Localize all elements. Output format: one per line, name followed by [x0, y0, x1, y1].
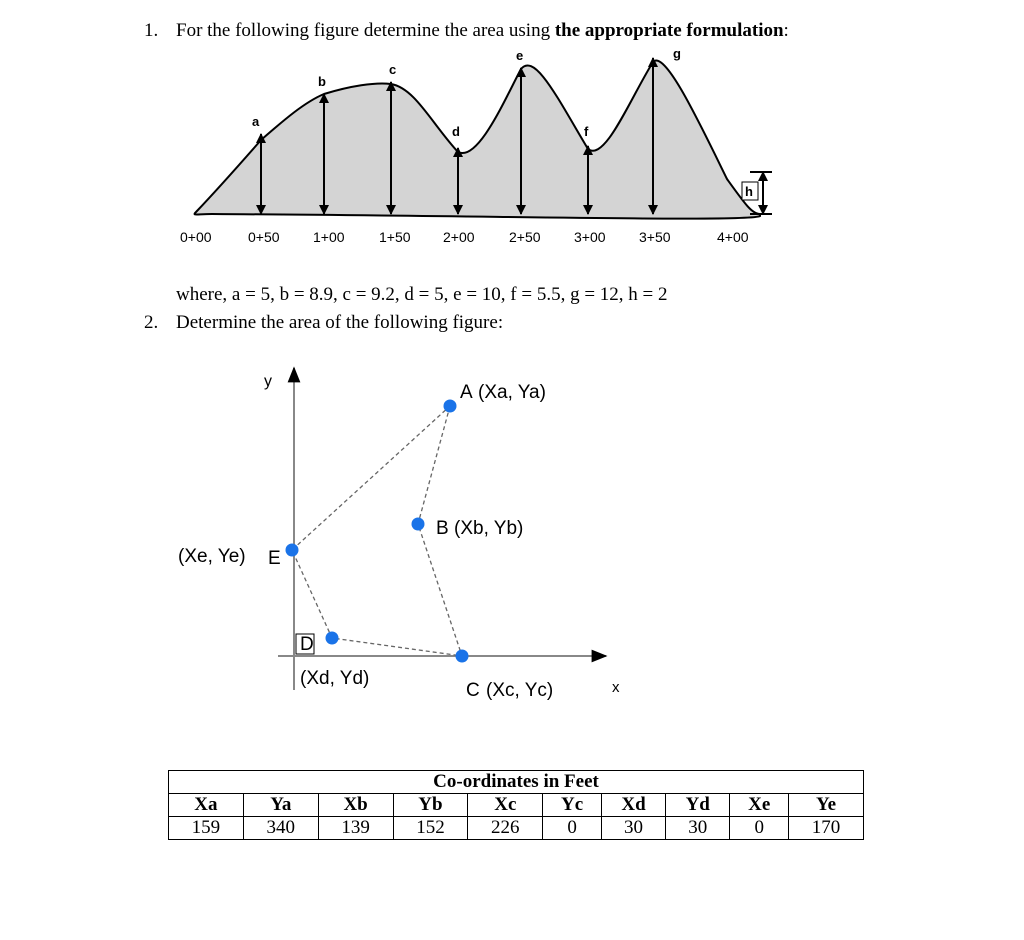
- header-cell-yb: Yb: [393, 794, 468, 817]
- header-cell-xe: Xe: [730, 794, 789, 817]
- label-d: d: [452, 124, 460, 139]
- point-d-letter: D: [300, 634, 314, 655]
- station-0: 0+00: [180, 229, 212, 245]
- point-c-marker: [456, 650, 469, 663]
- point-b-label: (Xb, Yb): [454, 518, 524, 539]
- value-cell-xb: 139: [318, 817, 393, 840]
- value-cell-ya: 340: [243, 817, 318, 840]
- point-a-label: (Xa, Ya): [478, 382, 546, 403]
- station-3: 1+50: [379, 229, 411, 245]
- value-cell-xa: 159: [169, 817, 244, 840]
- table-caption: Co-ordinates in Feet: [169, 771, 864, 794]
- header-cell-ye: Ye: [789, 794, 864, 817]
- point-e-letter: E: [268, 548, 281, 569]
- station-1: 0+50: [248, 229, 280, 245]
- question-1-colon: :: [783, 20, 789, 41]
- x-axis-label: x: [612, 679, 620, 696]
- coordinates-table: [168, 770, 864, 840]
- question-1: [144, 20, 789, 42]
- header-cell-ya: Ya: [243, 794, 318, 817]
- question-2: [144, 312, 503, 334]
- header-cell-xc: Xc: [468, 794, 543, 817]
- value-cell-xe: 0: [730, 817, 789, 840]
- point-e-marker: [286, 544, 299, 557]
- value-cell-ye: 170: [789, 817, 864, 840]
- label-e: e: [516, 48, 524, 63]
- point-d-marker: [326, 632, 339, 645]
- question-1-number: 1.: [144, 20, 159, 41]
- station-6: 3+00: [574, 229, 606, 245]
- label-h: h: [745, 184, 753, 199]
- header-cell-yd: Yd: [666, 794, 730, 817]
- value-cell-xc: 226: [468, 817, 543, 840]
- table-caption-row: [169, 771, 864, 794]
- question-1-bold-text: the appropriate formulation: [554, 20, 784, 41]
- question-2-text: Determine the area of the following figure:: [176, 312, 504, 333]
- label-c: c: [389, 62, 397, 77]
- header-cell-yc: Yc: [543, 794, 602, 817]
- point-e-label: (Xe, Ye): [178, 546, 246, 567]
- header-cell-xd: Xd: [601, 794, 665, 817]
- q1-given-values: where, a = 5, b = 8.9, c = 9.2, d = 5, e = 10, f = 5.5, g = 12, h = 2: [176, 284, 668, 305]
- point-c-label: (Xc, Yc): [486, 680, 554, 701]
- coordinate-polygon-figure: [160, 356, 640, 716]
- point-b-letter: B: [436, 518, 449, 539]
- label-g: g: [673, 46, 681, 61]
- point-c-letter: C: [466, 680, 480, 701]
- value-cell-yc: 0: [543, 817, 602, 840]
- point-a-marker: [444, 400, 457, 413]
- header-cell-xa: Xa: [169, 794, 244, 817]
- value-cell-yb: 152: [393, 817, 468, 840]
- station-5: 2+50: [509, 229, 541, 245]
- point-b-marker: [412, 518, 425, 531]
- label-a: a: [252, 114, 260, 129]
- question-1-text: For the following figure determine the area using: [176, 20, 555, 41]
- y-axis-label: y: [264, 373, 272, 390]
- station-7: 3+50: [639, 229, 671, 245]
- label-b: b: [318, 74, 326, 89]
- station-8: 4+00: [717, 229, 749, 245]
- station-4: 2+00: [443, 229, 475, 245]
- offset-profile-figure: [160, 44, 800, 264]
- question-2-number: 2.: [144, 312, 159, 333]
- profile-shape: [195, 61, 760, 219]
- value-cell-yd: 30: [666, 817, 730, 840]
- label-f: f: [584, 124, 589, 139]
- table-value-row: [169, 817, 864, 840]
- header-cell-xb: Xb: [318, 794, 393, 817]
- point-a-letter: A: [460, 382, 473, 403]
- station-2: 1+00: [313, 229, 345, 245]
- value-cell-xd: 30: [601, 817, 665, 840]
- point-d-label: (Xd, Yd): [300, 668, 370, 689]
- table-header-row: [169, 794, 864, 817]
